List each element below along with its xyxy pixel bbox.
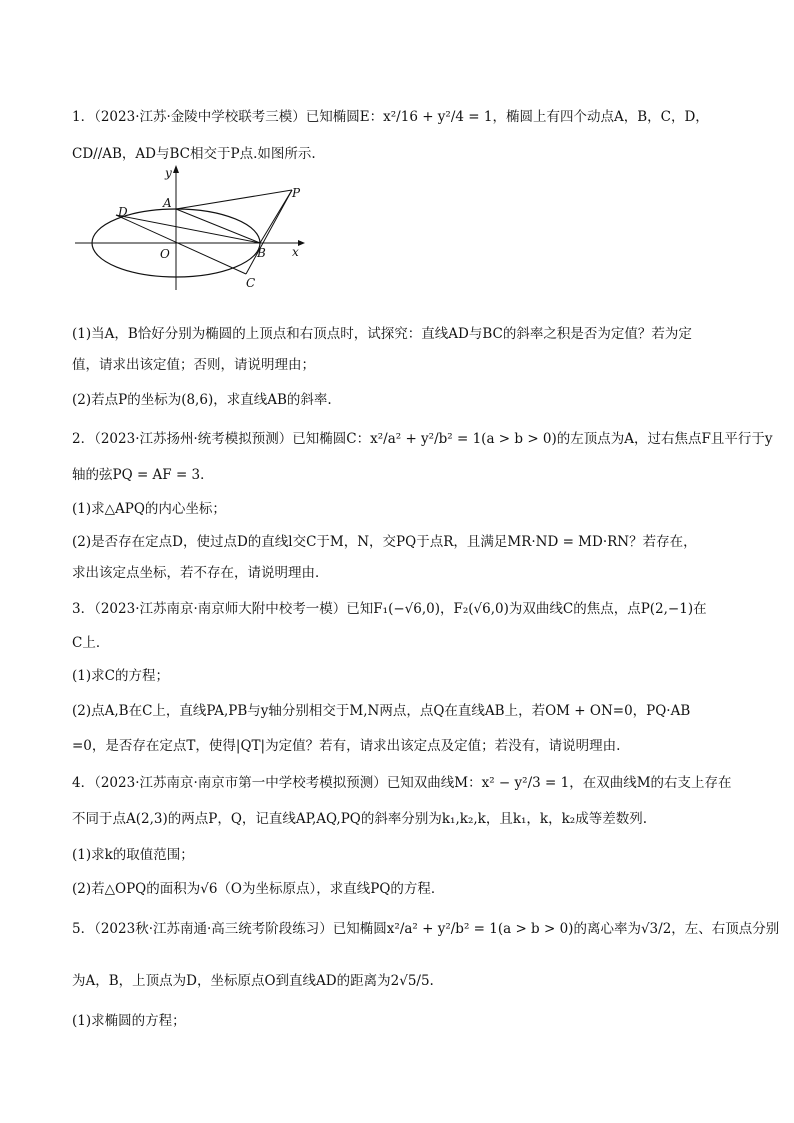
problem-number: 4． [72, 775, 95, 791]
problem-2-line-2: 轴的弦PQ = AF = 3． [72, 467, 214, 483]
label-x: x [292, 245, 299, 259]
label-c: C [246, 276, 256, 290]
problem-2-part-1: (1)求△APQ的内心坐标； [72, 501, 226, 517]
label-y: y [165, 166, 172, 180]
problem-number: 1． [72, 109, 95, 125]
problem-1-part-2: (2)若点P的坐标为(8,6)，求直线AB的斜率. [72, 392, 332, 408]
problem-2-line-1 [72, 430, 773, 448]
problem-5-line-2: 为A，B，上顶点为D，坐标原点O到直线AD的距离为2√5/5. [72, 973, 434, 989]
problem-text: 已知椭圆E：x²/16 + y²/4 = 1，椭圆上有四个动点A，B，C，D， [305, 109, 709, 125]
problem-number: 5． [72, 921, 95, 937]
problem-5-part-1: (1)求椭圆的方程； [72, 1013, 186, 1029]
problem-text: 已知椭圆C：x²/a² + y²/b² = 1(a > b > 0)的左顶点为A，过右焦点F且平行于y [292, 431, 773, 447]
y-axis-arrow [173, 165, 179, 173]
problem-5-line-1 [72, 920, 779, 938]
problem-4-part-2: (2)若△OPQ的面积为√6（O为坐标原点），求直线PQ的方程． [72, 881, 445, 897]
label-d: D [118, 205, 128, 219]
problem-4-part-1: (1)求k的取值范围； [72, 847, 194, 863]
label-a: A [163, 196, 172, 210]
problem-source: （2023·江苏南京·南京师大附中校考一模） [94, 601, 347, 617]
problem-1-line-1 [72, 108, 709, 126]
label-p: P [292, 186, 301, 200]
problem-number: 3． [72, 601, 95, 617]
label-o: O [160, 247, 170, 261]
chord-ab [176, 209, 260, 243]
problem-3-part-2a: (2)点A,B在C上，直线PA,PB与y轴分别相交于M,N两点，点Q在直线AB上，若OM + ON=0，PQ·AB [72, 703, 691, 719]
line-ad-ext [116, 215, 260, 243]
problem-4-line-1 [72, 774, 732, 792]
problem-source: （2023秋·江苏南通·高三统考阶段练习） [94, 921, 333, 937]
problem-3-part-2b: =0，是否存在定点T，使得|QT|为定值？若有，请求出该定点及定值；若没有，请说明理由. [72, 738, 621, 754]
problem-3-line-1 [72, 600, 707, 618]
problem-source: （2023·江苏扬州·统考模拟预测） [94, 431, 293, 447]
problem-2-part-2b: 求出该定点坐标，若不存在，请说明理由． [72, 565, 329, 581]
x-axis-arrow [298, 240, 305, 246]
problem-2-part-2a: (2)是否存在定点D，使过点D的直线l交C于M，N，交PQ于点R，且满足MR·ND = MD·RN？若存在， [72, 534, 697, 550]
problem-number: 2． [72, 431, 95, 447]
line-cp [246, 190, 292, 274]
problem-text: 已知椭圆x²/a² + y²/b² = 1(a > b > 0)的离心率为√3/2，左、右顶点分别 [332, 921, 780, 937]
label-b: B [257, 246, 266, 260]
chord-dc [116, 215, 246, 274]
problem-3-part-1: (1)求C的方程； [72, 668, 169, 684]
problem-text: 已知双曲线M：x² − y²/3 = 1，在双曲线M的右支上存在 [386, 775, 732, 791]
problem-3-line-2: C上． [72, 635, 110, 651]
line-ap [176, 190, 292, 209]
ellipse-figure [70, 160, 320, 295]
problem-text: 已知F₁(−√6,0)，F₂(√6,0)为双曲线C的焦点，点P(2,−1)在 [346, 601, 707, 617]
problem-1-part-1a: (1)当A，B恰好分别为椭圆的上顶点和右顶点时，试探究：直线AD与BC的斜率之积是否为定值？若为定 [72, 326, 692, 342]
line-bp [260, 190, 292, 243]
problem-4-line-2: 不同于点A(2,3)的两点P，Q，记直线AP,AQ,PQ的斜率分别为k₁,k₂,k，且k₁，k，k₂成等差数列. [72, 811, 647, 827]
problem-source: （2023·江苏南京·南京市第一中学校考模拟预测） [94, 775, 387, 791]
problem-1-line-2: CD//AB，AD与BC相交于P点.如图所示. [72, 146, 316, 162]
problem-1-part-1b: 值，请求出该定值；否则，请说明理由； [72, 357, 315, 373]
problem-source: （2023·江苏·金陵中学校联考三模） [94, 109, 306, 125]
